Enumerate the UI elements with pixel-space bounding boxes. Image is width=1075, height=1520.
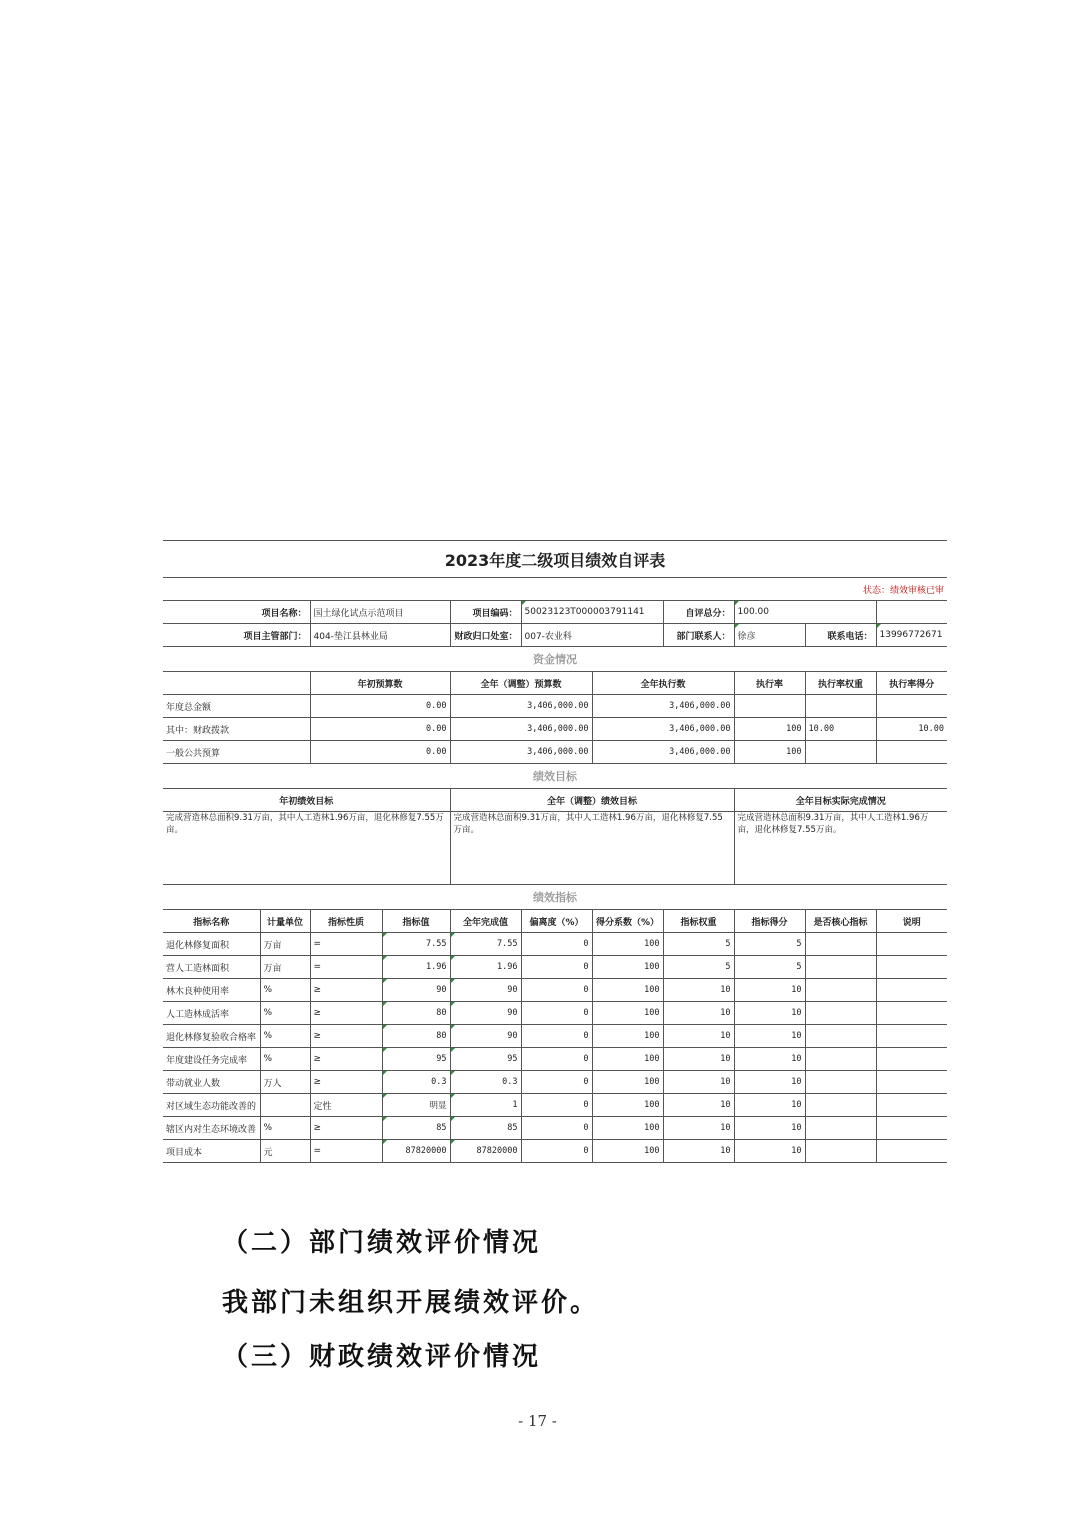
indicators-header-row	[163, 910, 947, 933]
indicator-unit	[260, 1094, 310, 1117]
indicator-unit: 万亩	[260, 933, 310, 956]
indicator-row	[163, 1117, 947, 1140]
indicator-note	[876, 1140, 947, 1163]
indicator-weight: 5	[663, 933, 734, 956]
indicator-target: 85	[382, 1117, 450, 1140]
indicator-actual: 95	[450, 1048, 521, 1071]
funds-row-name: 一般公共预算	[163, 741, 310, 764]
indicator-coefficient: 100	[592, 1140, 663, 1163]
funds-section-title: 资金情况	[163, 647, 947, 672]
indicator-coefficient: 100	[592, 1071, 663, 1094]
funds-rate	[734, 695, 805, 718]
indicator-core	[805, 1117, 876, 1140]
indicator-target: 80	[382, 1002, 450, 1025]
indicator-note	[876, 1071, 947, 1094]
funds-row-name: 其中：财政拨款	[163, 718, 310, 741]
indicator-header: 是否核心指标	[805, 910, 876, 933]
initial-goal-text: 完成营造林总面积9.31万亩，其中人工造林1.96万亩，退化林修复7.55万亩。	[163, 812, 450, 885]
indicator-core	[805, 1140, 876, 1163]
funds-initial: 0.00	[310, 741, 450, 764]
project-code: 50023123T000003791141	[521, 601, 663, 624]
indicator-target: 明显	[382, 1094, 450, 1117]
indicator-weight: 5	[663, 956, 734, 979]
indicator-coefficient: 100	[592, 933, 663, 956]
section-heading-2: （二）部门绩效评价情况	[222, 1228, 542, 1258]
indicator-target: 0.3	[382, 1071, 450, 1094]
indicator-core	[805, 979, 876, 1002]
indicator-name: 年度建设任务完成率	[163, 1048, 260, 1071]
funds-weight: 10.00	[805, 718, 876, 741]
table-title: 2023年度二级项目绩效自评表	[163, 541, 947, 578]
goals-header: 年初绩效目标	[163, 789, 450, 812]
info-row-2	[163, 624, 947, 647]
indicator-deviation: 0	[521, 956, 592, 979]
funds-executed: 3,406,000.00	[592, 695, 734, 718]
indicator-nature: =	[310, 1140, 382, 1163]
indicator-actual: 1	[450, 1094, 521, 1117]
indicator-unit: %	[260, 1117, 310, 1140]
indicator-coefficient: 100	[592, 1117, 663, 1140]
funds-header: 全年执行数	[592, 672, 734, 695]
funds-row	[163, 695, 947, 718]
funds-header: 全年（调整）预算数	[450, 672, 592, 695]
indicator-nature: ≥	[310, 1002, 382, 1025]
indicator-nature: ≥	[310, 1025, 382, 1048]
indicator-deviation: 0	[521, 1071, 592, 1094]
indicator-nature: 定性	[310, 1094, 382, 1117]
indicator-nature: ≥	[310, 1117, 382, 1140]
goals-header: 全年（调整）绩效目标	[450, 789, 734, 812]
funds-weight	[805, 741, 876, 764]
indicator-core	[805, 1071, 876, 1094]
indicator-note	[876, 1002, 947, 1025]
indicator-actual: 87820000	[450, 1140, 521, 1163]
funds-score	[876, 741, 947, 764]
indicator-weight: 10	[663, 979, 734, 1002]
indicator-score: 10	[734, 1048, 805, 1071]
indicator-core	[805, 933, 876, 956]
indicator-weight: 10	[663, 1117, 734, 1140]
funds-adjusted: 3,406,000.00	[450, 695, 592, 718]
indicator-name: 退化林修复验收合格率	[163, 1025, 260, 1048]
indicator-name: 辖区内对生态环境改善	[163, 1117, 260, 1140]
goals-header: 全年目标实际完成情况	[734, 789, 947, 812]
actual-goal-text: 完成营造林总面积9.31万亩，其中人工造林1.96万亩，退化林修复7.55万亩。	[734, 812, 947, 885]
indicator-nature: ≥	[310, 1048, 382, 1071]
indicator-nature: ≥	[310, 1071, 382, 1094]
indicator-row	[163, 1071, 947, 1094]
indicator-weight: 10	[663, 1048, 734, 1071]
funds-header: 执行率	[734, 672, 805, 695]
indicator-unit: %	[260, 979, 310, 1002]
indicator-score: 5	[734, 933, 805, 956]
funds-score: 10.00	[876, 718, 947, 741]
indicator-header: 全年完成值	[450, 910, 521, 933]
indicator-unit: 元	[260, 1140, 310, 1163]
indicator-header: 指标权重	[663, 910, 734, 933]
indicator-note	[876, 956, 947, 979]
funds-rate: 100	[734, 718, 805, 741]
indicator-name: 项目成本	[163, 1140, 260, 1163]
indicator-coefficient: 100	[592, 956, 663, 979]
indicator-coefficient: 100	[592, 1048, 663, 1071]
indicator-actual: 1.96	[450, 956, 521, 979]
indicator-deviation: 0	[521, 1025, 592, 1048]
indicator-coefficient: 100	[592, 979, 663, 1002]
finance-office: 007-农业科	[521, 624, 663, 647]
indicator-row	[163, 956, 947, 979]
funds-executed: 3,406,000.00	[592, 718, 734, 741]
finance-office-label: 财政归口处室：	[450, 624, 521, 647]
funds-adjusted: 3,406,000.00	[450, 718, 592, 741]
funds-initial: 0.00	[310, 695, 450, 718]
indicator-note	[876, 1094, 947, 1117]
indicator-score: 10	[734, 979, 805, 1002]
indicator-coefficient: 100	[592, 1094, 663, 1117]
funds-header-row	[163, 672, 947, 695]
performance-self-evaluation-table	[163, 540, 947, 1163]
indicator-score: 5	[734, 956, 805, 979]
indicator-weight: 10	[663, 1140, 734, 1163]
funds-executed: 3,406,000.00	[592, 741, 734, 764]
indicator-unit: %	[260, 1048, 310, 1071]
indicator-score: 10	[734, 1002, 805, 1025]
indicator-nature: ≥	[310, 979, 382, 1002]
indicator-actual: 90	[450, 1002, 521, 1025]
self-score-label: 自评总分：	[663, 601, 734, 624]
indicator-coefficient: 100	[592, 1002, 663, 1025]
project-name-label: 项目名称：	[163, 601, 310, 624]
indicator-score: 10	[734, 1094, 805, 1117]
self-score: 100.00	[734, 601, 876, 624]
indicator-actual: 7.55	[450, 933, 521, 956]
indicator-name: 营人工造林面积	[163, 956, 260, 979]
indicator-target: 1.96	[382, 956, 450, 979]
indicator-note	[876, 933, 947, 956]
indicator-score: 10	[734, 1025, 805, 1048]
indicator-unit: %	[260, 1002, 310, 1025]
goals-header-row	[163, 789, 947, 812]
indicator-target: 80	[382, 1025, 450, 1048]
indicator-core	[805, 1048, 876, 1071]
funds-rate: 100	[734, 741, 805, 764]
indicator-row	[163, 1048, 947, 1071]
phone: 13996772671	[876, 624, 947, 647]
funds-header-blank	[163, 672, 310, 695]
adjusted-goal-text: 完成营造林总面积9.31万亩，其中人工造林1.96万亩，退化林修复7.55万亩。	[450, 812, 734, 885]
contact: 徐彦	[734, 624, 805, 647]
indicator-deviation: 0	[521, 1048, 592, 1071]
indicator-actual: 85	[450, 1117, 521, 1140]
page-number: - 17 -	[518, 1412, 557, 1430]
indicators-section-title: 绩效指标	[163, 885, 947, 910]
indicator-name: 对区域生态功能改善的	[163, 1094, 260, 1117]
funds-row	[163, 741, 947, 764]
phone-label: 联系电话：	[805, 624, 876, 647]
indicator-target: 95	[382, 1048, 450, 1071]
indicator-weight: 10	[663, 1071, 734, 1094]
indicator-nature: =	[310, 933, 382, 956]
indicator-score: 10	[734, 1071, 805, 1094]
indicator-header: 指标名称	[163, 910, 260, 933]
indicator-deviation: 0	[521, 1002, 592, 1025]
funds-header: 执行率得分	[876, 672, 947, 695]
status-badge: 状态：绩效审核已审	[163, 578, 947, 601]
indicator-actual: 90	[450, 1025, 521, 1048]
dept: 404-垫江县林业局	[310, 624, 450, 647]
indicator-score: 10	[734, 1140, 805, 1163]
indicator-header: 偏离度（%）	[521, 910, 592, 933]
section-heading-3: （三）财政绩效评价情况	[222, 1342, 542, 1372]
indicator-target: 90	[382, 979, 450, 1002]
indicator-row	[163, 1140, 947, 1163]
indicator-header: 指标值	[382, 910, 450, 933]
indicator-name: 带动就业人数	[163, 1071, 260, 1094]
funds-header: 执行率权重	[805, 672, 876, 695]
indicator-row	[163, 979, 947, 1002]
indicator-core	[805, 1094, 876, 1117]
indicators-body	[163, 933, 947, 1163]
indicator-deviation: 0	[521, 1140, 592, 1163]
indicator-header: 计量单位	[260, 910, 310, 933]
indicator-deviation: 0	[521, 979, 592, 1002]
indicator-row	[163, 1094, 947, 1117]
funds-weight	[805, 695, 876, 718]
indicator-name: 林木良种使用率	[163, 979, 260, 1002]
indicator-deviation: 0	[521, 933, 592, 956]
goals-section-title: 绩效目标	[163, 764, 947, 789]
indicator-actual: 0.3	[450, 1071, 521, 1094]
indicator-header: 指标性质	[310, 910, 382, 933]
indicator-core	[805, 1002, 876, 1025]
indicator-note	[876, 1025, 947, 1048]
indicator-note	[876, 1048, 947, 1071]
indicator-note	[876, 1117, 947, 1140]
indicator-row	[163, 1002, 947, 1025]
info-row-1	[163, 601, 947, 624]
indicator-header: 说明	[876, 910, 947, 933]
indicator-score: 10	[734, 1117, 805, 1140]
indicator-header: 指标得分	[734, 910, 805, 933]
funds-adjusted: 3,406,000.00	[450, 741, 592, 764]
funds-score	[876, 695, 947, 718]
indicator-row	[163, 1025, 947, 1048]
indicator-note	[876, 979, 947, 1002]
indicator-unit: %	[260, 1025, 310, 1048]
empty-cell	[876, 601, 947, 624]
indicator-target: 87820000	[382, 1140, 450, 1163]
indicator-target: 7.55	[382, 933, 450, 956]
indicator-nature: =	[310, 956, 382, 979]
project-code-label: 项目编码：	[450, 601, 521, 624]
indicator-name: 人工造林成活率	[163, 1002, 260, 1025]
dept-label: 项目主管部门：	[163, 624, 310, 647]
indicator-header: 得分系数（%）	[592, 910, 663, 933]
goals-content-row	[163, 812, 947, 885]
indicator-unit: 万亩	[260, 956, 310, 979]
indicator-coefficient: 100	[592, 1025, 663, 1048]
indicator-core	[805, 956, 876, 979]
indicator-actual: 90	[450, 979, 521, 1002]
contact-label: 部门联系人：	[663, 624, 734, 647]
indicator-weight: 10	[663, 1025, 734, 1048]
body-paragraph: 我部门未组织开展绩效评价。	[222, 1288, 600, 1318]
indicator-unit: 万人	[260, 1071, 310, 1094]
indicator-name: 退化林修复面积	[163, 933, 260, 956]
project-name: 国土绿化试点示范项目	[310, 601, 450, 624]
indicator-row	[163, 933, 947, 956]
indicator-deviation: 0	[521, 1117, 592, 1140]
funds-header: 年初预算数	[310, 672, 450, 695]
funds-initial: 0.00	[310, 718, 450, 741]
indicator-deviation: 0	[521, 1094, 592, 1117]
funds-row	[163, 718, 947, 741]
funds-row-name: 年度总金额	[163, 695, 310, 718]
indicator-weight: 10	[663, 1002, 734, 1025]
indicator-weight: 10	[663, 1094, 734, 1117]
indicator-core	[805, 1025, 876, 1048]
